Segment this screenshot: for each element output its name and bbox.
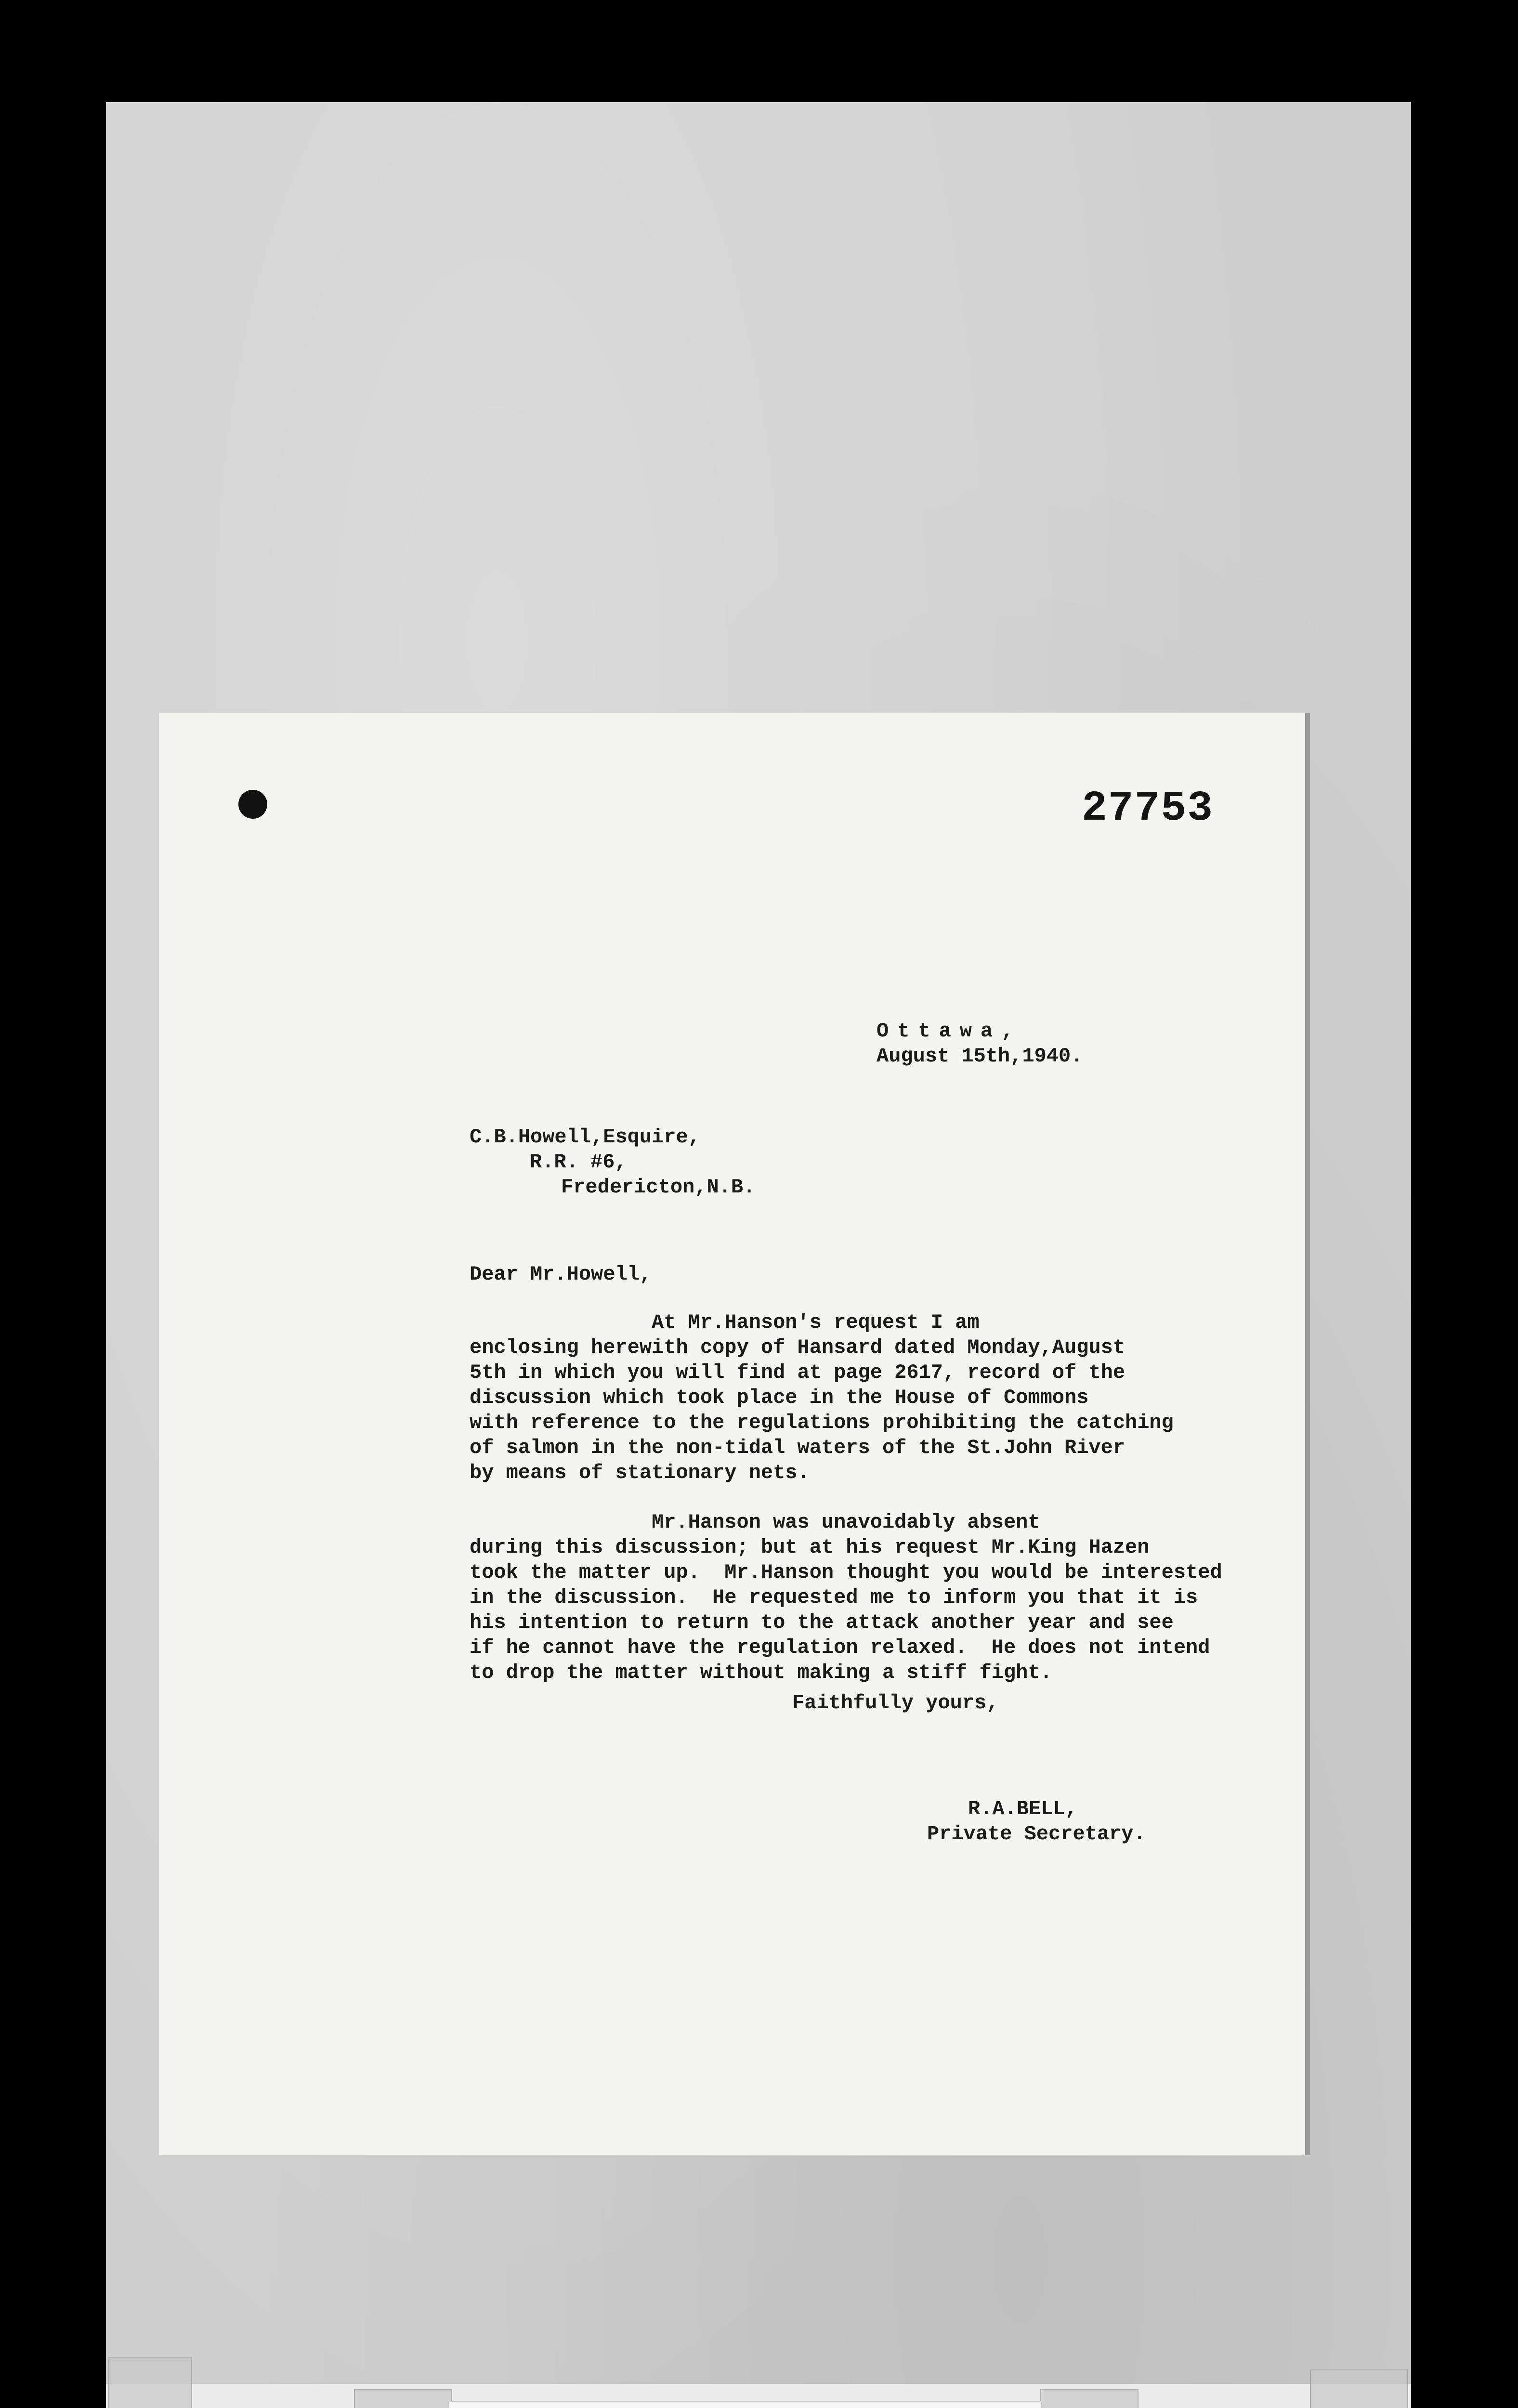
punch-hole xyxy=(238,790,267,819)
paragraph-2-line: Mr.Hanson was unavoidably absent xyxy=(470,1511,1040,1534)
closing: Faithfully yours, xyxy=(792,1691,999,1714)
paragraph-2-line: to drop the matter without making a stiff fight. xyxy=(470,1661,1052,1684)
paragraph-1-line: of salmon in the non-tidal waters of the St.John River xyxy=(470,1436,1125,1459)
document-number: 27753 xyxy=(1081,785,1214,833)
paragraph-2-line: in the discussion. He requested me to inform you that it is xyxy=(470,1586,1198,1609)
letter-date: August 15th,1940. xyxy=(877,1045,1083,1068)
letter-sheet xyxy=(159,713,1305,2155)
tape-piece xyxy=(1310,2369,1408,2408)
salutation: Dear Mr.Howell, xyxy=(470,1263,652,1286)
recipient-route: R.R. #6, xyxy=(530,1151,627,1174)
recipient-city: Fredericton,N.B. xyxy=(561,1176,756,1199)
recipient-name: C.B.Howell,Esquire, xyxy=(470,1125,700,1149)
signature-name: R.A.BELL, xyxy=(968,1797,1077,1820)
letter-place: Ottawa, xyxy=(877,1020,1022,1043)
collection-label-strip xyxy=(448,2401,1042,2408)
paragraph-2-line: if he cannot have the regulation relaxed. He does not intend xyxy=(470,1636,1210,1659)
tape-piece xyxy=(108,2357,192,2408)
signature-title: Private Secretary. xyxy=(927,1822,1146,1845)
tape-piece xyxy=(1040,2389,1138,2408)
paragraph-1-line: 5th in which you will find at page 2617, record of the xyxy=(470,1361,1125,1384)
paragraph-1-line: enclosing herewith copy of Hansard dated Monday,August xyxy=(470,1336,1125,1359)
paragraph-1-line: discussion which took place in the House of Commons xyxy=(470,1386,1089,1409)
paragraph-1-line: At Mr.Hanson's request I am xyxy=(470,1311,980,1334)
paragraph-2-line: took the matter up. Mr.Hanson thought you would be interested xyxy=(470,1561,1222,1584)
paragraph-1-line: by means of stationary nets. xyxy=(470,1461,810,1484)
paragraph-2-line: his intention to return to the attack another year and see xyxy=(470,1611,1174,1634)
tape-piece xyxy=(354,2389,452,2408)
paragraph-1-line: with reference to the regulations prohibiting the catching xyxy=(470,1411,1174,1434)
paragraph-2-line: during this discussion; but at his request Mr.King Hazen xyxy=(470,1536,1150,1559)
